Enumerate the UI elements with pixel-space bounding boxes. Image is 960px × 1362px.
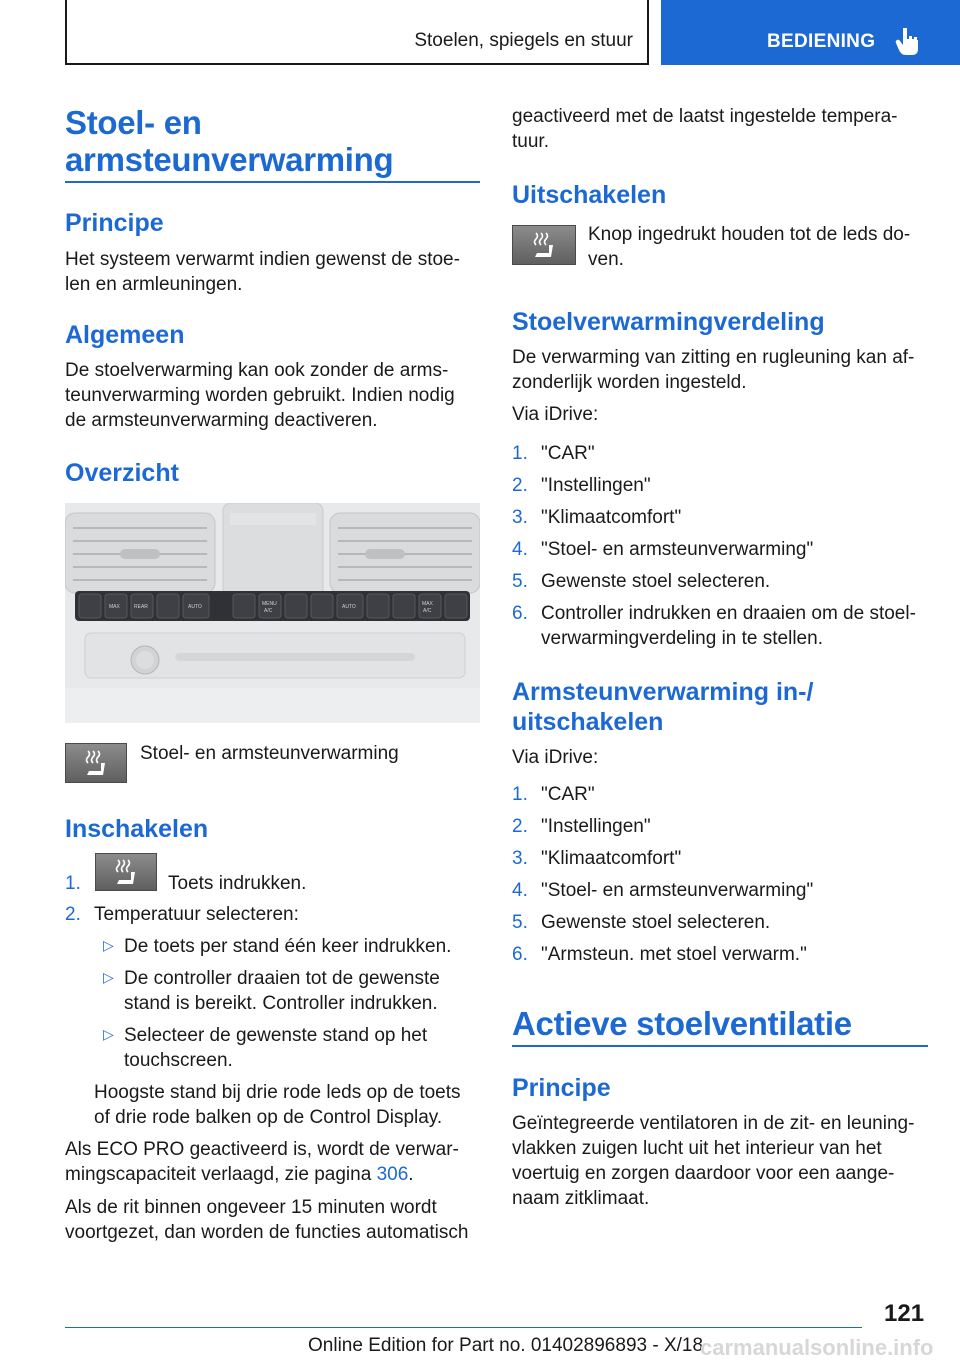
ventilatie-text-1: Geïntegreerde ventilatoren in de zit- en leuning-: [512, 1113, 915, 1134]
icon-caption: Stoel- en armsteunverwarming: [140, 743, 399, 764]
section-title-line1: Stoel- en: [65, 104, 202, 141]
panel-label-ac-2: A/C: [423, 608, 432, 614]
step-1-number: 1.: [65, 873, 81, 894]
header-chapter-tab[interactable]: [661, 0, 960, 65]
list1-number-6: 6.: [512, 603, 528, 624]
list2-text-2: "Instellingen": [541, 816, 651, 837]
list2-number-1: 1.: [512, 784, 528, 805]
pointing-hand-icon: [895, 26, 921, 56]
list1-text-2: "Instellingen": [541, 475, 651, 496]
list2-text-6: "Armsteun. met stoel verwarm.": [541, 944, 807, 965]
rit-text-1: Als de rit binnen ongeveer 15 minuten wordt: [65, 1197, 437, 1218]
bullet-3-text-2: touchscreen.: [124, 1050, 233, 1071]
seat-heat-icon: [531, 231, 557, 259]
list1-number-1: 1.: [512, 443, 528, 464]
principe-heading: Principe: [65, 209, 164, 237]
list1-text-6: Controller indrukken en draaien om de stoel-: [541, 603, 916, 624]
uitschakelen-button-icon: [512, 225, 576, 265]
uitschakelen-text-2: ven.: [588, 249, 624, 270]
list2-number-5: 5.: [512, 912, 528, 933]
list1-text-6b: verwarmingverdeling in te stellen.: [541, 628, 823, 649]
list2-number-4: 4.: [512, 880, 528, 901]
page-number: 121: [884, 1300, 925, 1327]
watermark: carmanualsonline.info: [700, 1335, 934, 1360]
continued-text-1: geactiveerd met de laatst ingestelde tempera-: [512, 106, 898, 127]
ventilatie-title: Actieve stoelventilatie: [512, 1005, 852, 1042]
seat-heat-icon: [113, 858, 139, 886]
footer-rule: [65, 1327, 862, 1328]
principe-text-1: Het systeem verwarmt indien gewenst de stoe-: [65, 249, 460, 270]
via-idrive-2: Via iDrive:: [512, 747, 599, 768]
panel-label-menu: MENU: [262, 601, 277, 607]
ventilatie-principe-heading: Principe: [512, 1074, 611, 1102]
list1-number-5: 5.: [512, 571, 528, 592]
section-title-line2: armsteunverwarming: [65, 141, 394, 178]
ventilatie-title-rule: [512, 1045, 928, 1047]
principe-text-2: len en armleuningen.: [65, 274, 243, 295]
list2-number-6: 6.: [512, 944, 528, 965]
panel-label-max: MAX: [109, 604, 120, 610]
verdeling-text-2: zonderlijk worden ingesteld.: [512, 372, 747, 393]
ventilatie-text-3: voertuig en zorgen daardoor voor een aange-: [512, 1163, 895, 1184]
panel-label-max-2: MAX: [422, 601, 433, 607]
list2-text-1: "CAR": [541, 784, 595, 805]
bullet-3-text-1: Selecteer de gewenste stand op het: [124, 1025, 428, 1046]
list1-text-1: "CAR": [541, 443, 595, 464]
eco-text-2: [65, 1162, 414, 1187]
eco-text-2-post: .: [408, 1164, 414, 1185]
eco-text-1: Als ECO PRO geactiveerd is, wordt de verwar-: [65, 1139, 459, 1160]
list2-text-4: "Stoel- en armsteunverwarming": [541, 880, 814, 901]
bullet-triangle-icon: ▷: [103, 1026, 114, 1042]
ventilatie-text-2: vlakken zuigen lucht uit het interieur van het: [512, 1138, 882, 1159]
overzicht-heading: Overzicht: [65, 459, 179, 487]
algemeen-text-2: teunverwarming worden gebruikt. Indien nodig: [65, 385, 455, 406]
list2-number-3: 3.: [512, 848, 528, 869]
note-text-1: Hoogste stand bij drie rode leds op de toets: [94, 1082, 461, 1103]
panel-label-auto-2: AUTO: [342, 604, 356, 610]
step-1-text: Toets indrukken.: [168, 873, 307, 894]
climate-panel-photo: [65, 503, 480, 723]
algemeen-heading: Algemeen: [65, 321, 185, 349]
list1-text-5: Gewenste stoel selecteren.: [541, 571, 771, 592]
bullet-triangle-icon: ▷: [103, 969, 114, 985]
armsteun-heading-1: Armsteunverwarming in-/: [512, 678, 814, 706]
panel-label-rear: REAR: [134, 604, 148, 610]
header-chapter-label: BEDIENING: [767, 31, 876, 52]
step-1-button-icon: [95, 853, 157, 891]
bullet-triangle-icon: ▷: [103, 937, 114, 953]
continued-text-2: tuur.: [512, 131, 549, 152]
bullet-2-text-2: stand is bereikt. Controller indrukken.: [124, 993, 438, 1014]
page-306-link[interactable]: 306: [376, 1164, 409, 1185]
footer-edition: Online Edition for Part no. 01402896893 - X/18: [308, 1335, 704, 1356]
list2-number-2: 2.: [512, 816, 528, 837]
step-2-number: 2.: [65, 904, 81, 925]
list1-number-2: 2.: [512, 475, 528, 496]
eco-text-2-pre: mingscapaciteit verlaagd, zie pagina: [65, 1164, 377, 1185]
bullet-2-text-1: De controller draaien tot de gewenste: [124, 968, 440, 989]
list1-number-3: 3.: [512, 507, 528, 528]
list2-text-5: Gewenste stoel selecteren.: [541, 912, 771, 933]
armsteun-heading-2: uitschakelen: [512, 708, 664, 736]
uitschakelen-heading: Uitschakelen: [512, 181, 667, 209]
ventilatie-text-4: naam zitklimaat.: [512, 1188, 650, 1209]
algemeen-text-3: de armsteunverwarming deactiveren.: [65, 410, 378, 431]
algemeen-text-1: De stoelverwarming kan ook zonder de arms-: [65, 360, 449, 381]
uitschakelen-text-1: Knop ingedrukt houden tot de leds do-: [588, 224, 911, 245]
step-2-text: Temperatuur selecteren:: [94, 904, 299, 925]
bullet-1-text: De toets per stand één keer indrukken.: [124, 936, 452, 957]
panel-label-ac: A/C: [264, 608, 273, 614]
seat-heating-button-icon: [65, 743, 127, 783]
inschakelen-heading: Inschakelen: [65, 815, 209, 843]
panel-label-auto: AUTO: [188, 604, 202, 610]
via-idrive-1: Via iDrive:: [512, 404, 599, 425]
list1-text-3: "Klimaatcomfort": [541, 507, 682, 528]
verdeling-heading: Stoelverwarmingverdeling: [512, 308, 825, 336]
section-title-rule: [65, 181, 480, 183]
list1-number-4: 4.: [512, 539, 528, 560]
verdeling-text-1: De verwarming van zitting en rugleuning kan af-: [512, 347, 915, 368]
climate-panel-illustration: [65, 503, 480, 723]
rit-text-2: voortgezet, dan worden de functies automatisch: [65, 1222, 469, 1243]
seat-heat-icon: [83, 749, 109, 777]
list2-text-3: "Klimaatcomfort": [541, 848, 682, 869]
list1-text-4: "Stoel- en armsteunverwarming": [541, 539, 814, 560]
note-text-2: of drie rode balken op de Control Display.: [94, 1107, 443, 1128]
header-section-box: [65, 0, 649, 65]
header-section-title: Stoelen, spiegels en stuur: [414, 30, 633, 51]
